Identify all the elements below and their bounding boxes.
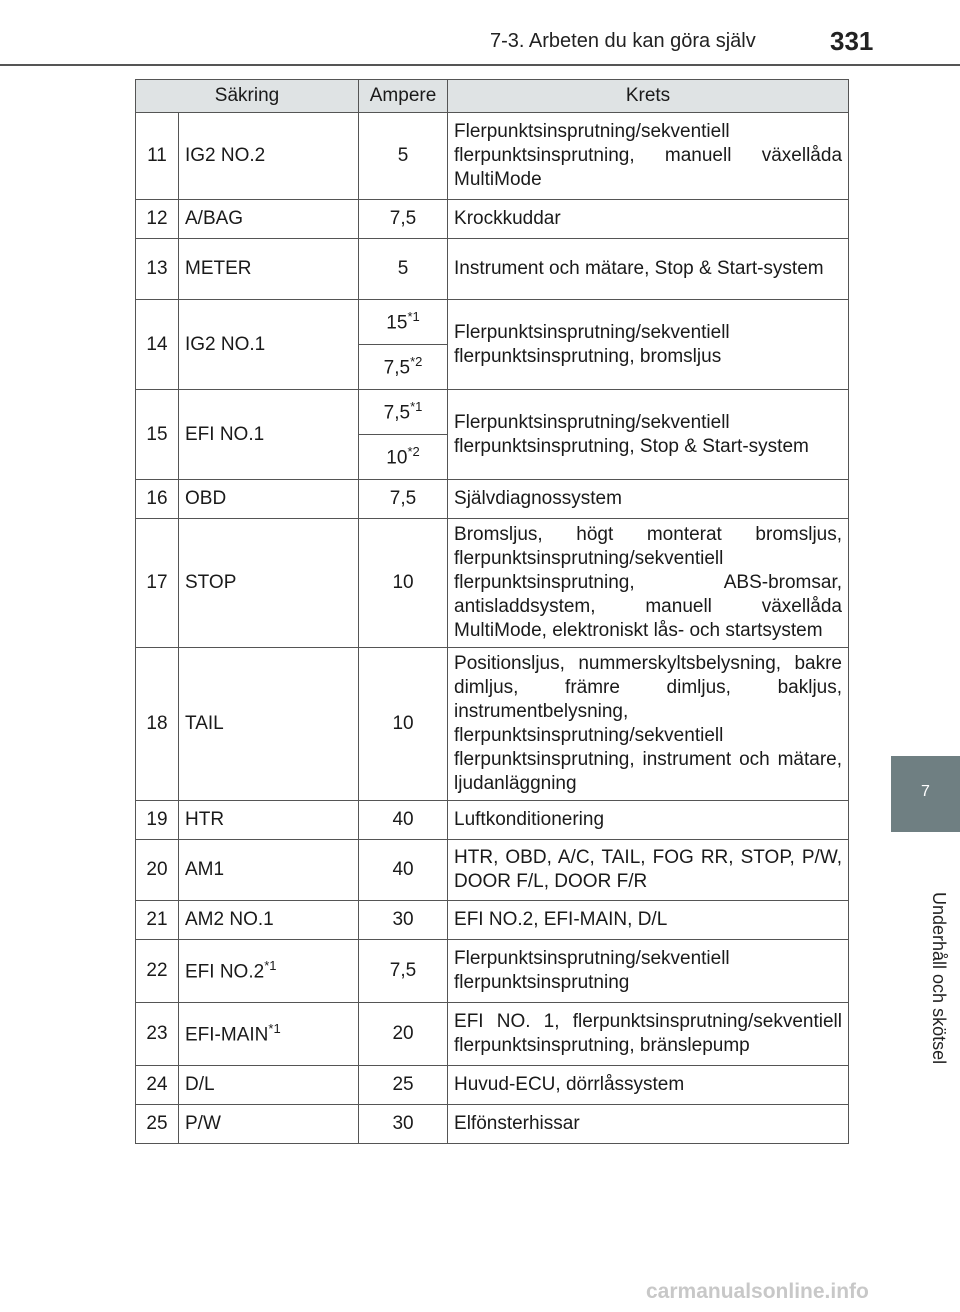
table-row [136,1003,849,1066]
fuse-name-text: EFI-MAIN [185,1024,269,1046]
fuse-ampere [359,648,448,801]
fuse-name [179,648,359,801]
fuse-name [179,480,359,519]
table-row [136,648,849,801]
ampere-value: 15 [386,312,408,334]
fuse-name [179,113,359,200]
fuse-ampere [359,390,448,435]
fuse-number: 19 [136,801,179,840]
fuse-number: 15 [136,390,179,480]
table-row [136,940,849,1003]
table-row [136,840,849,901]
ampere-value: 7,5 [383,357,411,379]
fuse-number: 21 [136,901,179,940]
fuse-name-text: TAIL [185,713,224,734]
fuse-name [179,390,359,480]
ampere-value: 5 [397,258,409,279]
ampere-value: 40 [392,859,414,880]
ampere-value: 7,5 [389,488,417,509]
fuse-circuit: Elfönsterhissar [448,1105,849,1144]
fuse-name-text: A/BAG [185,208,244,229]
watermark: carmanualsonline.info [646,1280,869,1303]
ampere-value: 7,5 [389,208,417,229]
table-row [136,480,849,519]
fuse-number: 22 [136,940,179,1003]
fuse-circuit: HTR, OBD, A/C, TAIL, FOG RR, STOP, P/W, DOOR F/L, DOOR F/R [448,840,849,901]
table-row [136,801,849,840]
fuse-name [179,940,359,1003]
fuse-ampere [359,113,448,200]
fuse-name [179,801,359,840]
fuse-number: 13 [136,239,179,300]
fuse-name [179,300,359,390]
ampere-value: 7,5 [389,960,417,981]
fuse-ampere [359,200,448,239]
table-body [136,113,849,1144]
fuse-circuit: EFI NO. 1, flerpunktsinsprutning/sekventiell flerpunktsinsprutning, bränslepump [448,1003,849,1066]
fuse-name [179,200,359,239]
column-header-circuit: Krets [448,80,849,113]
fuse-ampere [359,1066,448,1105]
fuse-name-text: STOP [185,572,237,593]
table-row [136,390,849,435]
fuse-ampere [359,840,448,901]
footnote-marker: *1 [268,1021,281,1037]
fuse-name-text: AM1 [185,859,225,880]
fuse-ampere [359,345,448,390]
fuse-circuit: Flerpunktsinsprutning/sekventiell flerpunktsinsprutning [448,940,849,1003]
fuse-number: 20 [136,840,179,901]
chapter-label: Underhåll och skötsel [929,891,949,1065]
ampere-value: 30 [392,909,414,930]
fuse-name-text: OBD [185,488,227,509]
fuse-number: 23 [136,1003,179,1066]
page-number: 331 [830,26,874,56]
ampere-value: 10 [392,572,414,593]
fuse-name-text: IG2 NO.2 [185,145,266,166]
table-row [136,200,849,239]
fuse-ampere [359,519,448,648]
table-row [136,113,849,200]
footnote-marker: *1 [410,399,423,415]
fuse-number: 14 [136,300,179,390]
ampere-value: 5 [397,145,409,166]
header-rule [0,64,960,66]
fuse-circuit: Krockkuddar [448,200,849,239]
fuse-circuit: EFI NO.2, EFI-MAIN, D/L [448,901,849,940]
fuse-name [179,239,359,300]
column-header-ampere: Ampere [359,80,448,113]
fuse-name-text: EFI NO.2 [185,961,265,983]
footnote-marker: *2 [410,354,423,370]
ampere-value: 10 [386,447,408,469]
fuse-circuit: Flerpunktsinsprutning/sekventiell flerpunktsinsprutning, manuell växellåda MultiMode [448,113,849,200]
table-row [136,1066,849,1105]
ampere-value: 25 [392,1074,414,1095]
fuse-name-text: METER [185,258,252,279]
fuse-name [179,519,359,648]
fuse-name-text: AM2 NO.1 [185,909,274,930]
fuse-ampere [359,940,448,1003]
table-row [136,300,849,345]
footnote-marker: *1 [407,309,420,325]
fuse-ampere [359,239,448,300]
table-row [136,1105,849,1144]
fuse-name [179,1003,359,1066]
fuse-name [179,901,359,940]
footnote-marker: *1 [264,958,277,974]
section-title: 7-3. Arbeten du kan göra själv [490,30,756,52]
fuse-name [179,1105,359,1144]
fuse-circuit: Flerpunktsinsprutning/sekventiell flerpunktsinsprutning, Stop & Start-system [448,390,849,480]
fuse-number: 17 [136,519,179,648]
fuse-name [179,840,359,901]
fuse-circuit: Huvud-ECU, dörrlåssystem [448,1066,849,1105]
fuse-ampere [359,300,448,345]
fuse-table [135,79,849,1144]
fuse-ampere [359,901,448,940]
table-row [136,239,849,300]
fuse-circuit: Flerpunktsinsprutning/sekventiell flerpunktsinsprutning, bromsljus [448,300,849,390]
fuse-circuit: Positionsljus, nummerskyltsbelysning, bakre dimljus, främre dimljus, bakljus, instrumentbelysning, flerpunktsinsprutning/sekventiell flerpunktsinsprutning, instrument och mätare, ljudanläggning [448,648,849,801]
fuse-circuit: Instrument och mätare, Stop & Start-system [448,239,849,300]
ampere-value: 40 [392,809,414,830]
fuse-ampere [359,1105,448,1144]
fuse-number: 11 [136,113,179,200]
ampere-value: 10 [392,713,414,734]
ampere-value: 20 [392,1023,414,1044]
fuse-ampere [359,480,448,519]
chapter-tab: 7 [891,756,960,832]
ampere-value: 7,5 [383,402,411,424]
table-header-row [136,80,849,113]
fuse-name-text: EFI NO.1 [185,423,265,445]
fuse-number: 18 [136,648,179,801]
fuse-number: 16 [136,480,179,519]
fuse-name [179,1066,359,1105]
fuse-number: 12 [136,200,179,239]
fuse-ampere [359,1003,448,1066]
table-row [136,901,849,940]
fuse-name-text: D/L [185,1074,215,1095]
column-header-fuse: Säkring [136,80,359,113]
fuse-ampere [359,435,448,480]
table-row [136,519,849,648]
ampere-value: 30 [392,1113,414,1134]
fuse-name-text: P/W [185,1113,221,1134]
fuse-name-text: IG2 NO.1 [185,333,266,355]
fuse-number: 25 [136,1105,179,1144]
fuse-ampere [359,801,448,840]
fuse-name-text: HTR [185,809,225,830]
fuse-number: 24 [136,1066,179,1105]
fuse-circuit: Luftkonditionering [448,801,849,840]
fuse-circuit: Bromsljus, högt monterat bromsljus, flerpunktsinsprutning/sekventiell flerpunktsinsprutning, ABS-bromsar, antisladdsystem, manuell växellåda MultiMode, elektroniskt lås- och startsystem [448,519,849,648]
fuse-circuit: Självdiagnossystem [448,480,849,519]
footnote-marker: *2 [407,444,420,460]
